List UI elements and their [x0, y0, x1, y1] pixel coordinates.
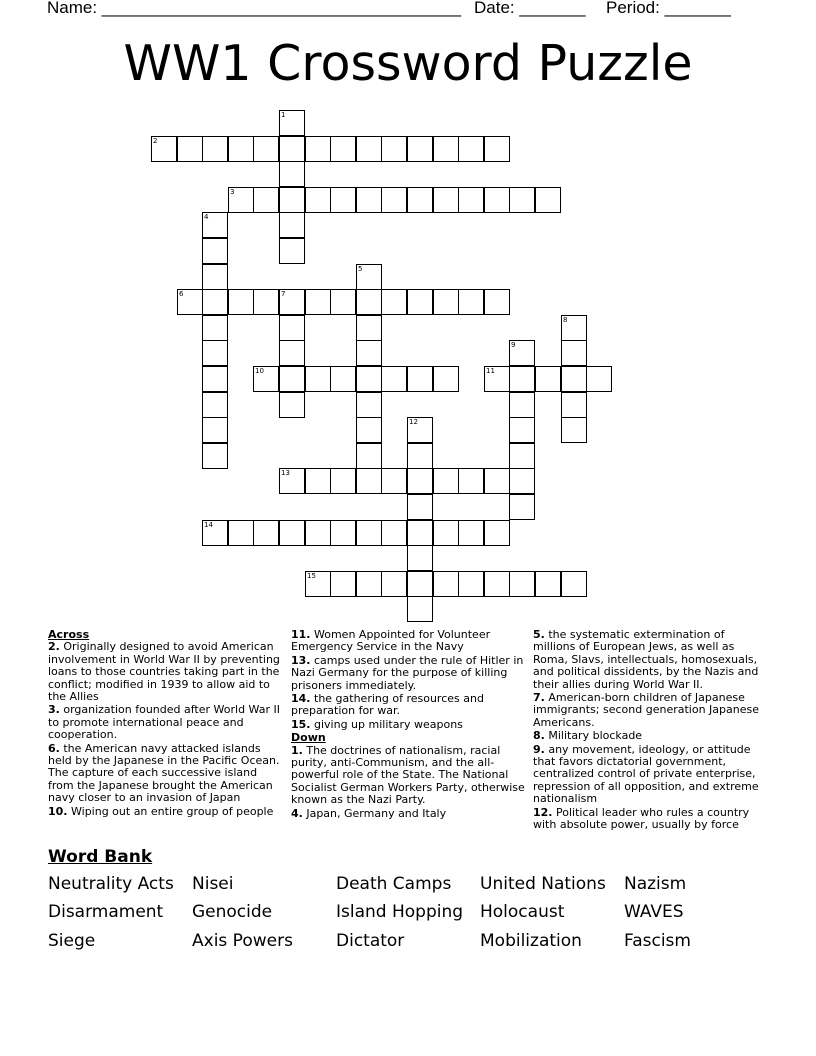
grid-cell[interactable] — [407, 571, 433, 597]
clue-number: 11 — [486, 367, 495, 375]
grid-cell[interactable] — [279, 238, 305, 264]
word-bank-title: Word Bank — [48, 847, 153, 867]
clue-text: the gathering of resources and preparation for war. — [291, 692, 484, 718]
word-bank-entry: Island Hopping — [336, 902, 464, 922]
grid-cell[interactable] — [279, 212, 305, 238]
grid-cell[interactable] — [305, 136, 331, 162]
clue-number: 15. — [291, 717, 311, 731]
grid-cell[interactable] — [305, 468, 331, 494]
grid-cell[interactable] — [356, 468, 382, 494]
clues-column-2 — [291, 629, 527, 821]
clue — [48, 704, 286, 741]
grid-cell[interactable] — [253, 136, 279, 162]
grid-cell[interactable] — [279, 315, 305, 341]
grid-cell[interactable] — [458, 136, 484, 162]
grid-cell[interactable] — [202, 315, 228, 341]
grid-cell[interactable] — [330, 571, 356, 597]
grid-cell[interactable] — [202, 289, 228, 315]
clue-text: camps used under the rule of Hitler in Nazi Germany for the purpose of killing prisoners immediately. — [291, 653, 524, 692]
grid-cell[interactable] — [177, 136, 203, 162]
grid-cell[interactable] — [433, 366, 459, 392]
grid-cell[interactable] — [356, 289, 382, 315]
word-bank-entry: Fascism — [624, 931, 691, 951]
grid-cell[interactable] — [535, 366, 561, 392]
grid-cell[interactable] — [407, 468, 433, 494]
grid-cell[interactable] — [433, 520, 459, 546]
clue — [48, 641, 286, 703]
grid-cell[interactable] — [381, 520, 407, 546]
grid-cell[interactable] — [458, 571, 484, 597]
grid-cell[interactable] — [484, 187, 510, 213]
clue — [291, 745, 527, 807]
grid-cell[interactable] — [484, 289, 510, 315]
grid-cell[interactable] — [356, 571, 382, 597]
clue-number: 7 — [281, 290, 286, 298]
grid-cell[interactable] — [356, 520, 382, 546]
clue-number: 13 — [281, 469, 290, 477]
grid-cell[interactable] — [202, 443, 228, 469]
word-bank-entry: Neutrality Acts — [48, 874, 174, 894]
grid-cell[interactable] — [561, 417, 587, 443]
clue-number: 11. — [291, 628, 311, 641]
clue — [533, 730, 769, 742]
clue-text: the systematic extermination of millions of European Jews, as well as Roma, Slavs, intellectuals, homosexuals, and political dissidents, by the Nazis and their allies during World War II. — [533, 628, 759, 691]
grid-cell[interactable] — [253, 289, 279, 315]
grid-cell[interactable] — [202, 392, 228, 418]
grid-cell[interactable] — [561, 340, 587, 366]
clue-number: 14. — [291, 692, 311, 706]
word-bank-entry: Nisei — [192, 874, 234, 894]
grid-cell[interactable] — [253, 366, 279, 392]
clue-number: 4. — [291, 806, 303, 820]
down-clue-list-2 — [533, 629, 769, 832]
clue-number: 1 — [281, 111, 286, 119]
grid-cell[interactable] — [458, 468, 484, 494]
across-clue-list-1 — [48, 641, 286, 818]
grid-cell[interactable] — [177, 289, 203, 315]
grid-cell[interactable] — [509, 443, 535, 469]
clue-number: 9. — [533, 742, 545, 756]
grid-cell[interactable] — [484, 136, 510, 162]
grid-cell[interactable] — [509, 340, 535, 366]
grid-cell[interactable] — [509, 392, 535, 418]
clue — [291, 719, 527, 731]
clues-column-3 — [533, 629, 769, 833]
clue — [291, 808, 527, 820]
word-bank-entry: Dictator — [336, 931, 405, 951]
clue-text: organization founded after World War II to promote international peace and cooperation. — [48, 703, 280, 742]
clue-number: 4 — [204, 213, 209, 221]
grid-cell[interactable] — [381, 136, 407, 162]
grid-cell[interactable] — [356, 392, 382, 418]
clue-number: 6 — [179, 290, 184, 298]
clue-text: Originally designed to avoid American involvement in World War II by preventing loans to those countries taking part in the conflict; modified in 1939 to allow aid to the Allies — [48, 640, 280, 704]
clue-number: 10. — [48, 804, 68, 818]
grid-cell[interactable] — [458, 520, 484, 546]
grid-cell[interactable] — [433, 468, 459, 494]
clue-number: 2. — [48, 640, 60, 654]
clue-number: 3 — [230, 188, 235, 196]
grid-cell[interactable] — [561, 366, 587, 392]
grid-cell[interactable] — [433, 136, 459, 162]
word-bank-entry: Mobilization — [480, 931, 582, 951]
clue — [48, 806, 286, 818]
word-bank-entry: Genocide — [192, 902, 273, 922]
clue-number: 8 — [563, 316, 568, 324]
grid-cell[interactable] — [381, 289, 407, 315]
word-bank-entry: Disarmament — [48, 902, 164, 922]
grid-cell[interactable] — [433, 187, 459, 213]
clue-text: Wiping out an entire group of people — [71, 804, 274, 818]
clue-text: Military blockade — [548, 729, 643, 743]
word-bank-entry: Holocaust — [480, 902, 565, 922]
clue-number: 2 — [153, 137, 158, 145]
clue — [533, 744, 769, 806]
word-bank-entry: Siege — [48, 931, 96, 951]
grid-cell[interactable] — [305, 571, 331, 597]
grid-cell[interactable] — [509, 187, 535, 213]
date-field[interactable]: Date: _______ — [474, 0, 586, 17]
grid-cell[interactable] — [330, 468, 356, 494]
name-field[interactable]: Name: ______________________________________ — [47, 0, 462, 17]
clue-number: 6. — [48, 741, 60, 755]
grid-cell[interactable] — [279, 340, 305, 366]
grid-cell[interactable] — [458, 187, 484, 213]
grid-cell[interactable] — [202, 340, 228, 366]
grid-cell[interactable] — [330, 289, 356, 315]
grid-cell[interactable] — [228, 289, 254, 315]
word-bank-entry: Axis Powers — [192, 931, 293, 951]
grid-cell[interactable] — [228, 187, 254, 213]
clue-text: American-born children of Japanese immigrants; second generation Japanese Americans. — [533, 691, 759, 729]
grid-cell[interactable] — [202, 366, 228, 392]
grid-cell[interactable] — [407, 366, 433, 392]
word-bank-entry: Death Camps — [336, 874, 452, 894]
grid-cell[interactable] — [356, 443, 382, 469]
grid-cell[interactable] — [535, 571, 561, 597]
grid-cell[interactable] — [484, 366, 510, 392]
clue — [291, 629, 527, 654]
clue-number: 14 — [204, 521, 213, 529]
grid-cell[interactable] — [407, 417, 433, 443]
grid-cell[interactable] — [484, 571, 510, 597]
grid-cell[interactable] — [433, 289, 459, 315]
clue-text: the American navy attacked islands held by the Japanese in the Pacific Ocean. The capture of each successive island from the Japanese brought the American navy closer to an invasion of Japan — [48, 741, 280, 805]
clue-number: 3. — [48, 703, 60, 717]
grid-cell[interactable] — [381, 571, 407, 597]
clue — [291, 655, 527, 692]
grid-cell[interactable] — [407, 289, 433, 315]
grid-cell[interactable] — [279, 161, 305, 187]
grid-cell[interactable] — [305, 520, 331, 546]
grid-cell[interactable] — [458, 289, 484, 315]
grid-cell[interactable] — [228, 520, 254, 546]
grid-cell[interactable] — [151, 136, 177, 162]
grid-cell[interactable] — [407, 545, 433, 571]
grid-cell[interactable] — [356, 136, 382, 162]
clue-number: 7. — [533, 691, 545, 705]
clue-number: 1. — [291, 743, 303, 757]
grid-cell[interactable] — [407, 136, 433, 162]
grid-cell[interactable] — [305, 187, 331, 213]
grid-cell[interactable] — [356, 366, 382, 392]
grid-cell[interactable] — [407, 520, 433, 546]
grid-cell[interactable] — [279, 520, 305, 546]
grid-cell[interactable] — [279, 366, 305, 392]
clue-number: 15 — [307, 572, 316, 580]
grid-cell[interactable] — [279, 136, 305, 162]
grid-cell[interactable] — [330, 187, 356, 213]
grid-cell[interactable] — [433, 571, 459, 597]
grid-cell[interactable] — [202, 417, 228, 443]
clue-number: 9 — [511, 341, 516, 349]
grid-cell[interactable] — [484, 468, 510, 494]
clue-text: The doctrines of nationalism, racial purity, anti-Communism, and the all-powerful role of the State. The National Socialist German Workers Party, otherwise known as the Nazi Party. — [291, 743, 525, 807]
grid-cell[interactable] — [279, 187, 305, 213]
grid-cell[interactable] — [407, 494, 433, 520]
clue-text: Japan, Germany and Italy — [306, 806, 447, 820]
grid-cell[interactable] — [279, 289, 305, 315]
grid-cell[interactable] — [202, 264, 228, 290]
grid-cell[interactable] — [561, 315, 587, 341]
clue — [533, 692, 769, 729]
word-bank-entry: United Nations — [480, 874, 606, 894]
clues-column-1 — [48, 629, 286, 819]
clue-number: 13. — [291, 653, 311, 667]
grid-cell[interactable] — [561, 571, 587, 597]
grid-cell[interactable] — [407, 596, 433, 622]
clue — [291, 693, 527, 718]
grid-cell[interactable] — [535, 187, 561, 213]
clue-text: any movement, ideology, or attitude that favors dictatorial government, centralized control of private enterprise, repression of all opposition, and extreme nationalism — [533, 742, 759, 806]
clue-text: Political leader who rules a country with absolute power, usually by force — [533, 805, 750, 832]
grid-cell[interactable] — [253, 520, 279, 546]
clue-number: 10 — [255, 367, 264, 375]
clue-number: 5. — [533, 628, 545, 641]
grid-cell[interactable] — [305, 366, 331, 392]
grid-cell[interactable] — [509, 468, 535, 494]
grid-cell[interactable] — [381, 187, 407, 213]
grid-cell[interactable] — [330, 520, 356, 546]
grid-cell[interactable] — [202, 136, 228, 162]
grid-cell[interactable] — [202, 520, 228, 546]
grid-cell[interactable] — [202, 212, 228, 238]
grid-cell[interactable] — [407, 443, 433, 469]
grid-cell[interactable] — [202, 238, 228, 264]
grid-cell[interactable] — [279, 110, 305, 136]
grid-cell[interactable] — [228, 136, 254, 162]
grid-cell[interactable] — [381, 468, 407, 494]
grid-cell[interactable] — [356, 417, 382, 443]
grid-cell[interactable] — [279, 468, 305, 494]
clue-number: 12. — [533, 805, 553, 819]
grid-cell[interactable] — [586, 366, 612, 392]
clue-text: giving up military weapons — [314, 717, 463, 731]
grid-cell[interactable] — [407, 187, 433, 213]
across-clue-list-2 — [291, 629, 527, 731]
clue — [48, 743, 286, 805]
clue-number: 12 — [409, 418, 418, 426]
clue — [533, 629, 769, 691]
grid-cell[interactable] — [509, 366, 535, 392]
clue-text: Women Appointed for Volunteer Emergency Service in the Navy — [291, 628, 491, 654]
word-bank-entry: Nazism — [624, 874, 687, 894]
period-field[interactable]: Period: _______ — [606, 0, 731, 17]
grid-cell[interactable] — [356, 340, 382, 366]
clue — [533, 807, 769, 832]
clue-number: 5 — [358, 265, 363, 273]
grid-cell[interactable] — [356, 264, 382, 290]
grid-cell[interactable] — [305, 289, 331, 315]
grid-cell[interactable] — [381, 366, 407, 392]
grid-cell[interactable] — [253, 187, 279, 213]
grid-cell[interactable] — [356, 315, 382, 341]
page-title: WW1 Crossword Puzzle — [123, 35, 693, 92]
grid-cell[interactable] — [509, 571, 535, 597]
grid-cell[interactable] — [330, 136, 356, 162]
grid-cell[interactable] — [279, 392, 305, 418]
clue-number: 8. — [533, 729, 545, 743]
down-heading: Down — [291, 731, 326, 745]
grid-cell[interactable] — [356, 187, 382, 213]
grid-cell[interactable] — [509, 417, 535, 443]
across-heading: Across — [48, 628, 90, 641]
down-clue-list-1 — [291, 745, 527, 820]
grid-cell[interactable] — [561, 392, 587, 418]
grid-cell[interactable] — [330, 366, 356, 392]
grid-cell[interactable] — [509, 494, 535, 520]
word-bank-entry: WAVES — [624, 902, 684, 922]
grid-cell[interactable] — [484, 520, 510, 546]
